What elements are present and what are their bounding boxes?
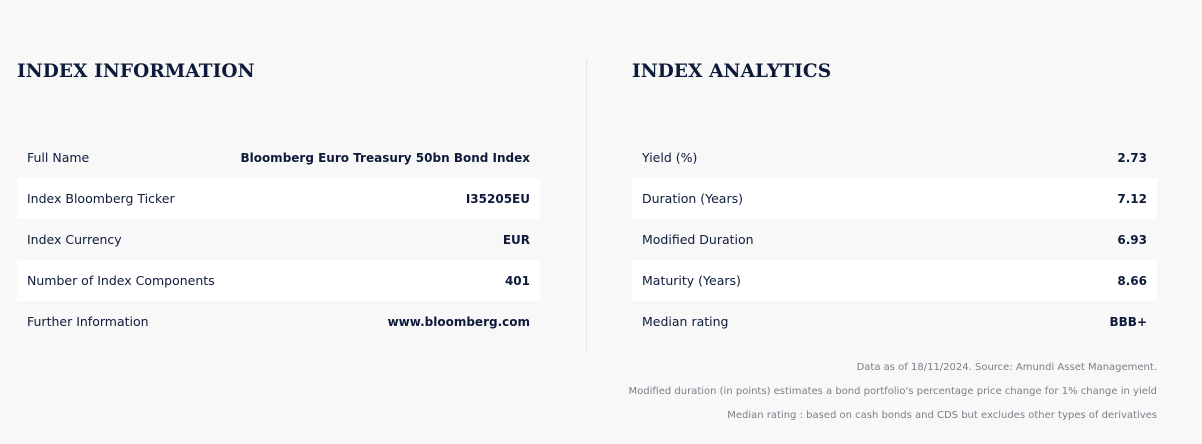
row-value-full-name: Bloomberg Euro Treasury 50bn Bond Index (240, 150, 530, 165)
row-value-modified-duration: 6.93 (1117, 232, 1147, 247)
index-information-table (17, 137, 540, 342)
row-label-full-name: Full Name (27, 150, 90, 165)
table-row (17, 219, 540, 260)
row-value-components: 401 (504, 273, 530, 288)
table-row (17, 301, 540, 342)
footnotes (597, 362, 1157, 434)
table-row (632, 137, 1157, 178)
row-label-modified-duration: Modified Duration (642, 232, 754, 247)
row-label-duration: Duration (Years) (642, 191, 743, 206)
footnote-modified-duration: Modified duration (in points) estimates a bond portfolio's percentage price change for 1% change in yield (628, 386, 1157, 397)
row-label-yield: Yield (%) (642, 150, 698, 165)
table-row (632, 219, 1157, 260)
index-analytics-title: INDEX ANALYTICS (632, 61, 832, 82)
further-information-link[interactable]: www.bloomberg.com (387, 314, 530, 329)
row-value-ticker: I35205EU (465, 191, 530, 206)
row-label-further-information: Further Information (27, 314, 149, 329)
row-label-maturity: Maturity (Years) (642, 273, 741, 288)
table-row (632, 178, 1157, 219)
index-analytics-table (632, 137, 1157, 342)
row-label-currency: Index Currency (27, 232, 122, 247)
row-value-yield: 2.73 (1117, 150, 1147, 165)
index-information-title: INDEX INFORMATION (17, 61, 255, 82)
footnote-median-rating: Median rating : based on cash bonds and CDS but excludes other types of derivatives (727, 410, 1157, 421)
row-value-duration: 7.12 (1117, 191, 1147, 206)
table-row (17, 178, 540, 219)
row-label-median-rating: Median rating (642, 314, 729, 329)
row-value-maturity: 8.66 (1117, 273, 1147, 288)
table-row (632, 260, 1157, 301)
table-row (17, 260, 540, 301)
table-row (17, 137, 540, 178)
row-label-ticker: Index Bloomberg Ticker (27, 191, 175, 206)
footnote-data-source: Data as of 18/11/2024. Source: Amundi Asset Management. (856, 362, 1157, 373)
row-value-currency: EUR (502, 232, 530, 247)
row-label-components: Number of Index Components (27, 273, 215, 288)
table-row (632, 301, 1157, 342)
row-value-median-rating: BBB+ (1109, 314, 1147, 329)
panel-divider (586, 59, 587, 351)
